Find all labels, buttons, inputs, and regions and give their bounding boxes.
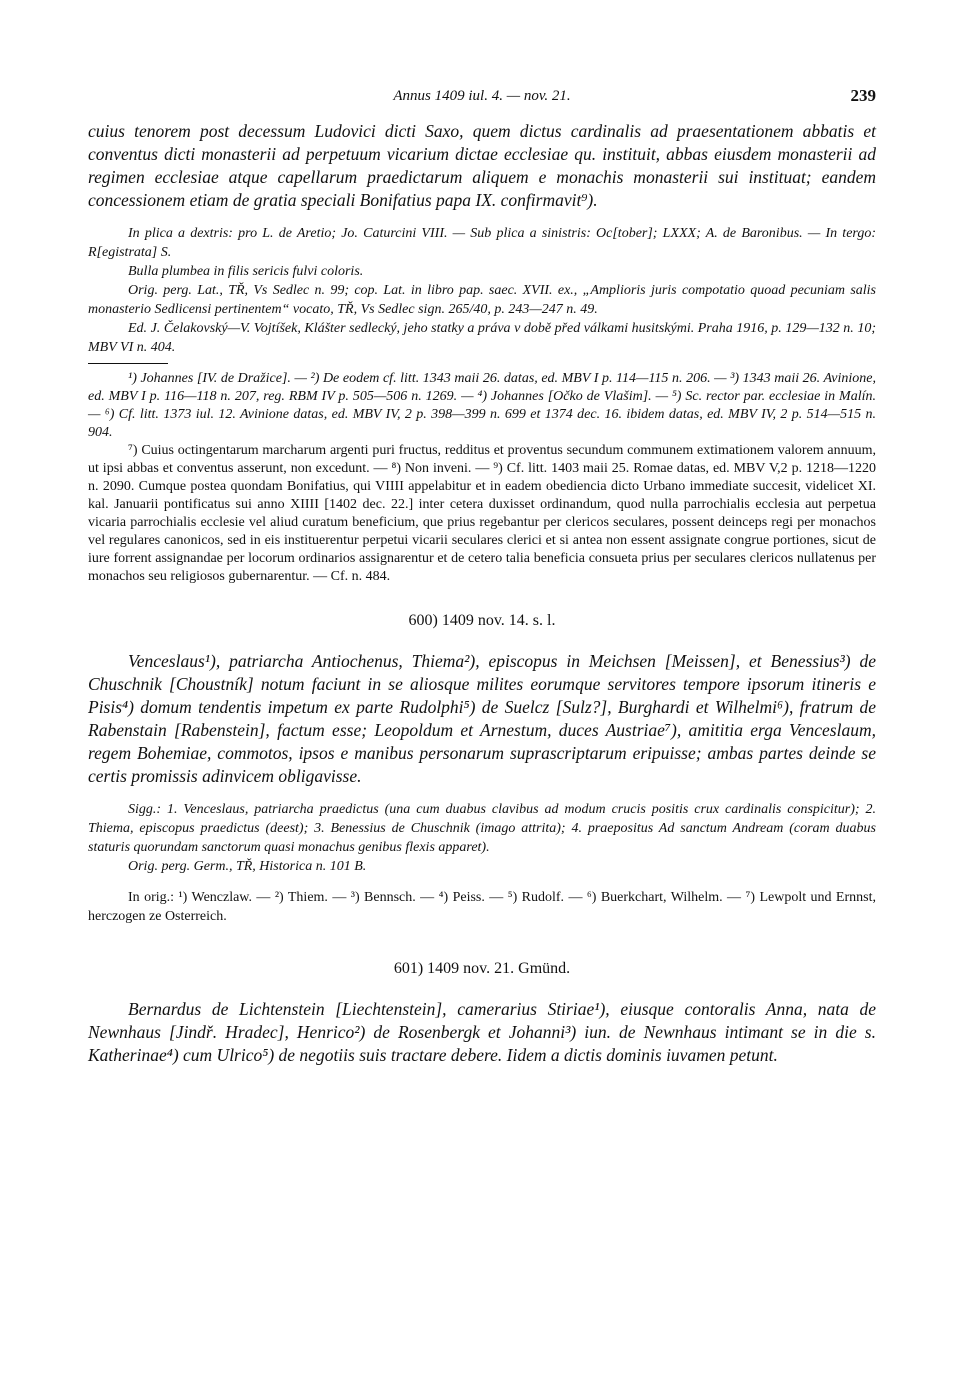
footnote-rule	[88, 363, 168, 364]
page-number: 239	[850, 86, 876, 105]
continuation-text: cuius tenorem post decessum Ludovici dicti Saxo, quem dictus cardinalis ad praesentationem abbatis et conventus dicti monasterii ad perpetuum vicarium dictae ecclesiae qu. instituit, abbas eiusdem monasterii ad regimen ecclesiae atque capellarum praedictarum aliquem e monachis monasterii sui instituat; eandem concessionem etiam de gratia speciali Bonifatius papa IX. confirmavit⁹).	[88, 121, 876, 210]
page-header	[88, 84, 876, 112]
document-page	[88, 84, 876, 1067]
document-600-seals: Sigg.: 1. Venceslaus, patriarcha praedictus (una cum duabus clavibus ad modum crucis positis crux cardinalis conspicitur); 2. Thiema, episcopus praedictus (deest); 3. Benessius de Chuschnik (imago attrita); 4. praepositus Ad sanctum Andream (coram duabus staturis quorundam sanctorum quasi monachus genibus flexis apparet).	[88, 802, 876, 855]
plica-note: In plica a dextris: pro L. de Aretio; Jo. Caturcini VIII. — Sub plica a sinistris: Oc[tober]; LXXX; A. de Baronibus. — In tergo: R[egistrata] S.	[88, 226, 876, 260]
edition-note: Ed. J. Čelakovský—V. Vojtíšek, Klášter sedlecký, jeho statky a práva v době před válkami husitskými. Praha 1916, p. 129—132 n. 10; MBV VI n. 404.	[88, 321, 876, 355]
footnote-block-2: ⁷) Cuius octingentarum marcharum argenti puri fructus, redditus et proventus secundum communem extimationem valorem annuum, ut ipsi abbas et conventus asserunt, non excedunt. — ⁸) Non inveni. — ⁹) Cf. litt. 1403 maii 25. Romae datas, ed. MBV V,2 p. 1218—1220 n. 2090. Cumque postea quondam Bonifatius, qui VIIII appelabitur et in eadem obediencia dicto Urbano immediate succesit, videlicet XI. kal. Januarii pontificatus sui anno XIIII [1402 dec. 22.] inter cetera duxisset ordinandum, quod nulla parrochialis ecclesia aut perpetua vicaria parrochialis ecclesie vel aliud curatum beneficium, que prius regebantur per clericos seculares, possent deinceps regi per monachos vel regulares canonicos, sed in eis instituerentur perpetui vicarii seculares clerici et si antea non essent assignate congrue portiones, sicut de iure forrent assignandae per locorum ordinarios assignarentur et de cetero talia beneficia consueta prius per seculares clericos nullatenus per monachos seu religiosos gubernarentur. — Cf. n. 484.	[88, 443, 876, 584]
footnote-block-1: ¹) Johannes [IV. de Dražice]. — ²) De eodem cf. litt. 1343 maii 26. datas, ed. MBV I p. 114—115 n. 206. — ³) 1343 maii 26. Avinione, ed. MBV I p. 116—118 n. 207, reg. RBM IV p. 505—506 n. 1269. — ⁴) Johannes [Očko de Vlašim]. — ⁵) Sc. rector par. ecclesiae in Malín. — ⁶) Cf. litt. 1373 iul. 12. Avinione datas, ed. MBV IV, 2 p. 398—399 n. 699 et 1374 dec. 16. ibidem datas, ed. MBV IV, 2 p. 514—515 n. 904.	[88, 371, 876, 440]
document-600-original: Orig. perg. Germ., TŘ, Historica n. 101 B.	[128, 859, 367, 874]
bulla-note: Bulla plumbea in filis sericis fulvi coloris.	[128, 264, 364, 279]
document-601-heading: 601) 1409 nov. 21. Gmünd.	[393, 960, 571, 977]
document-600-in-orig-notes: In orig.: ¹) Wenczlaw. — ²) Thiem. — ³) Bennsch. — ⁴) Peiss. — ⁵) Rudolf. — ⁶) Buerkchart, Wilhelm. — ⁷) Lewpolt und Ernnst, herczogen ze Osterreich.	[88, 890, 876, 924]
document-601-regest: Bernardus de Lichtenstein [Liechtenstein], camerarius Stiriae¹), eiusque contoralis Anna, nata de Newnhaus [Jindř. Hradec], Henrico²) de Rosenbergk et Johanni³) iun. de Newnhaus intimant se in die s. Katherinae⁴) cum Ulrico⁵) de negotiis suis tractare debere. Iidem a dictis dominis iuvamen petunt.	[88, 999, 876, 1065]
document-600-regest: Venceslaus¹), patriarcha Antiochenus, Thiema²), episcopus in Meichsen [Meissen], et Benessius³) de Chuschnik [Choustník] notum faciunt in se aliosque milites eorumque servitores tempore ipsorum itineris e Pisis⁴) domum tendentis impetum ex parte Rudolphi⁵) de Suelcz [Sulz?], Burghardi et Wilhelmi⁶), fratrum de Rabenstain [Rabenstein], factum esse; Leopoldum et Arnestum, duces Austriae⁷), amititia erga Venceslaum, regem Bohemiae, commotos, ipsos e manibus personarum suprascriptarum eripuisse; ambas partes deinde se certis promissis adinvicem obligavisse.	[88, 651, 876, 786]
running-title: Annus 1409 iul. 4. — nov. 21.	[393, 88, 571, 104]
original-note: Orig. perg. Lat., TŘ, Vs Sedlec n. 99; cop. Lat. in libro pap. saec. XVII. ex., „Amplioris juris compotatio quoad pecuniam salis monasterio Sedlicensi pertinentem“ vocato, TŘ, Vs Sedlec sign. 265/40, p. 243—247 n. 49.	[88, 283, 876, 317]
document-600-heading: 600) 1409 nov. 14. s. l.	[408, 612, 556, 629]
